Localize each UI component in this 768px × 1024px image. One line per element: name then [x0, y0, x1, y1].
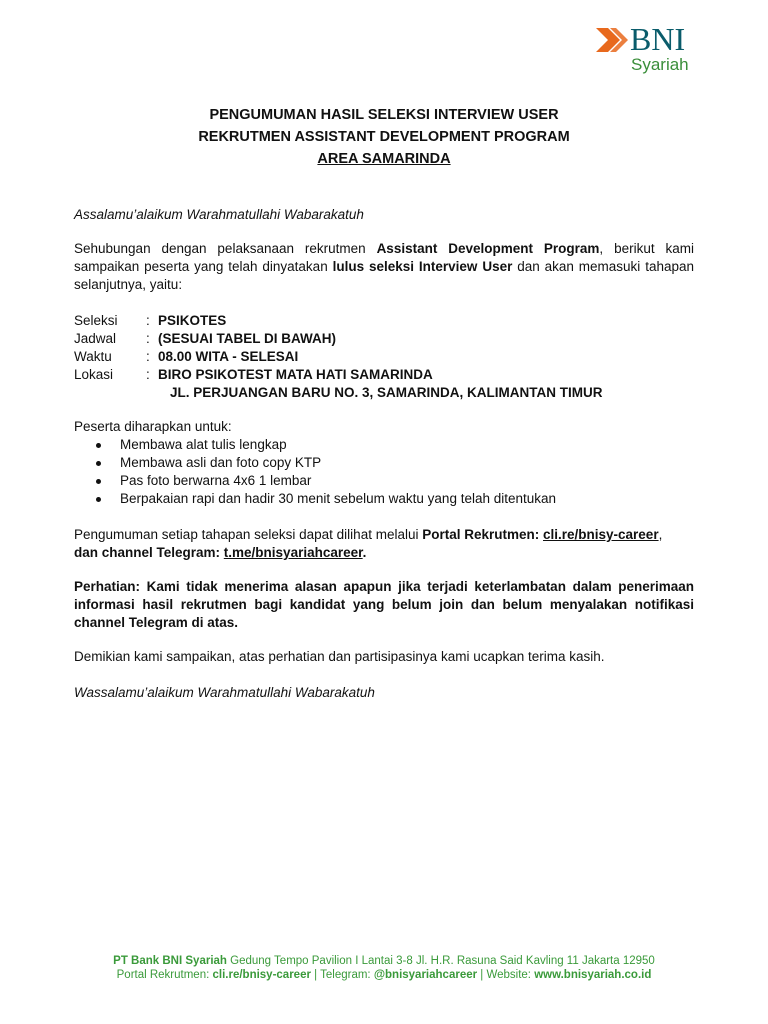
detail-value: PSIKOTES [158, 313, 227, 328]
list-item: Membawa asli dan foto copy KTP [74, 454, 694, 472]
footer-telegram-label: | Telegram: [310, 969, 374, 981]
portal-text-2: , [658, 527, 663, 542]
detail-row-waktu [74, 348, 694, 366]
detail-label: Jadwal [74, 331, 117, 346]
list-item: Membawa alat tulis lengkap [74, 436, 694, 454]
portal-text-1: Pengumuman setiap tahapan seleksi dapat dilihat melalui [74, 527, 423, 542]
logo-sub-text: Syariah [631, 55, 689, 74]
portal-paragraph [74, 526, 694, 562]
intro-text-3: dan akan memasuki tahapan selanjutnya, yaitu: [74, 259, 694, 292]
detail-label: Seleksi [74, 313, 118, 328]
detail-colon: : [146, 331, 150, 346]
detail-colon: : [146, 367, 150, 382]
intro-text-1: Sehubungan dengan pelaksanaan rekrutmen [74, 241, 377, 256]
footer-telegram-link[interactable]: @bnisyariahcareer [373, 969, 478, 981]
portal-text-3: . [362, 545, 367, 560]
portal-label: Portal Rekrutmen: [422, 527, 543, 542]
detail-row-alamat [74, 384, 694, 402]
detail-value-address: JL. PERJUANGAN BARU NO. 3, SAMARINDA, KALIMANTAN TIMUR [170, 385, 603, 400]
requirements-list [74, 436, 694, 508]
footer-company: PT Bank BNI Syariah [113, 955, 227, 967]
bni-syariah-logo [594, 22, 702, 78]
logo-brand-text: BNI [630, 21, 686, 57]
detail-row-jadwal [74, 330, 694, 348]
footer-portal-link[interactable]: cli.re/bnisy-career [212, 969, 311, 981]
page-footer [40, 954, 728, 982]
intro-passed-status: lulus seleksi Interview User [332, 259, 513, 274]
detail-value: BIRO PSIKOTEST MATA HATI SAMARINDA [158, 367, 433, 382]
telegram-link[interactable]: t.me/bnisyariahcareer [223, 545, 363, 560]
detail-label-empty [74, 384, 146, 402]
footer-line-1 [40, 954, 728, 968]
detail-colon: : [146, 313, 150, 328]
detail-colon: : [146, 349, 150, 364]
title-area: AREA SAMARINDA [317, 151, 451, 167]
requirements-block [74, 418, 694, 508]
footer-portal-label: Portal Rekrutmen: [116, 969, 213, 981]
details-block [74, 312, 694, 402]
footer-website-label: | Website: [477, 969, 535, 981]
detail-value: 08.00 WITA - SELESAI [158, 349, 299, 364]
detail-label: Lokasi [74, 367, 114, 382]
farewell: Wassalamu’alaikum Warahmatullahi Wabarakatuh [74, 685, 375, 700]
list-item: Berpakaian rapi dan hadir 30 menit sebelum waktu yang telah ditentukan [74, 490, 694, 508]
footer-line-2 [40, 968, 728, 982]
requirements-intro: Peserta diharapkan untuk: [74, 419, 232, 434]
detail-colon-empty [146, 384, 158, 402]
greeting: Assalamu’alaikum Warahmatullahi Wabarakatuh [74, 207, 364, 222]
intro-program-name: Assistant Development Program [376, 241, 600, 256]
title-line-1: PENGUMUMAN HASIL SELEKSI INTERVIEW USER [209, 107, 559, 123]
title-line-3 [74, 148, 694, 170]
detail-row-lokasi [74, 366, 694, 384]
attention-paragraph: Perhatian: Kami tidak menerima alasan apapun jika terjadi keterlambatan dalam penerimaan informasi hasil rekrutmen bagi kandidat yang belum join dan belum menyalakan notifikasi channel Telegram di atas. [74, 579, 694, 630]
closing-paragraph: Demikian kami sampaikan, atas perhatian dan partisipasinya kami ucapkan terima kasih. [74, 649, 605, 664]
intro-paragraph [74, 240, 694, 294]
footer-address: Gedung Tempo Pavilion I Lantai 3-8 Jl. H.R. Rasuna Said Kavling 11 Jakarta 12950 [226, 955, 655, 967]
portal-link[interactable]: cli.re/bnisy-career [543, 527, 659, 542]
announcement-title [74, 104, 694, 170]
title-line-2: REKRUTMEN ASSISTANT DEVELOPMENT PROGRAM [198, 129, 570, 145]
footer-website-link[interactable]: www.bnisyariah.co.id [534, 969, 652, 981]
bni-logo-mark-icon [594, 26, 628, 54]
telegram-label: dan channel Telegram: [74, 545, 224, 560]
list-item: Pas foto berwarna 4x6 1 lembar [74, 472, 694, 490]
detail-label: Waktu [74, 349, 112, 364]
intro-text-2: , berikut kami sampaikan peserta yang telah dinyatakan [74, 241, 694, 274]
detail-value: (SESUAI TABEL DI BAWAH) [158, 331, 337, 346]
detail-row-seleksi [74, 312, 694, 330]
